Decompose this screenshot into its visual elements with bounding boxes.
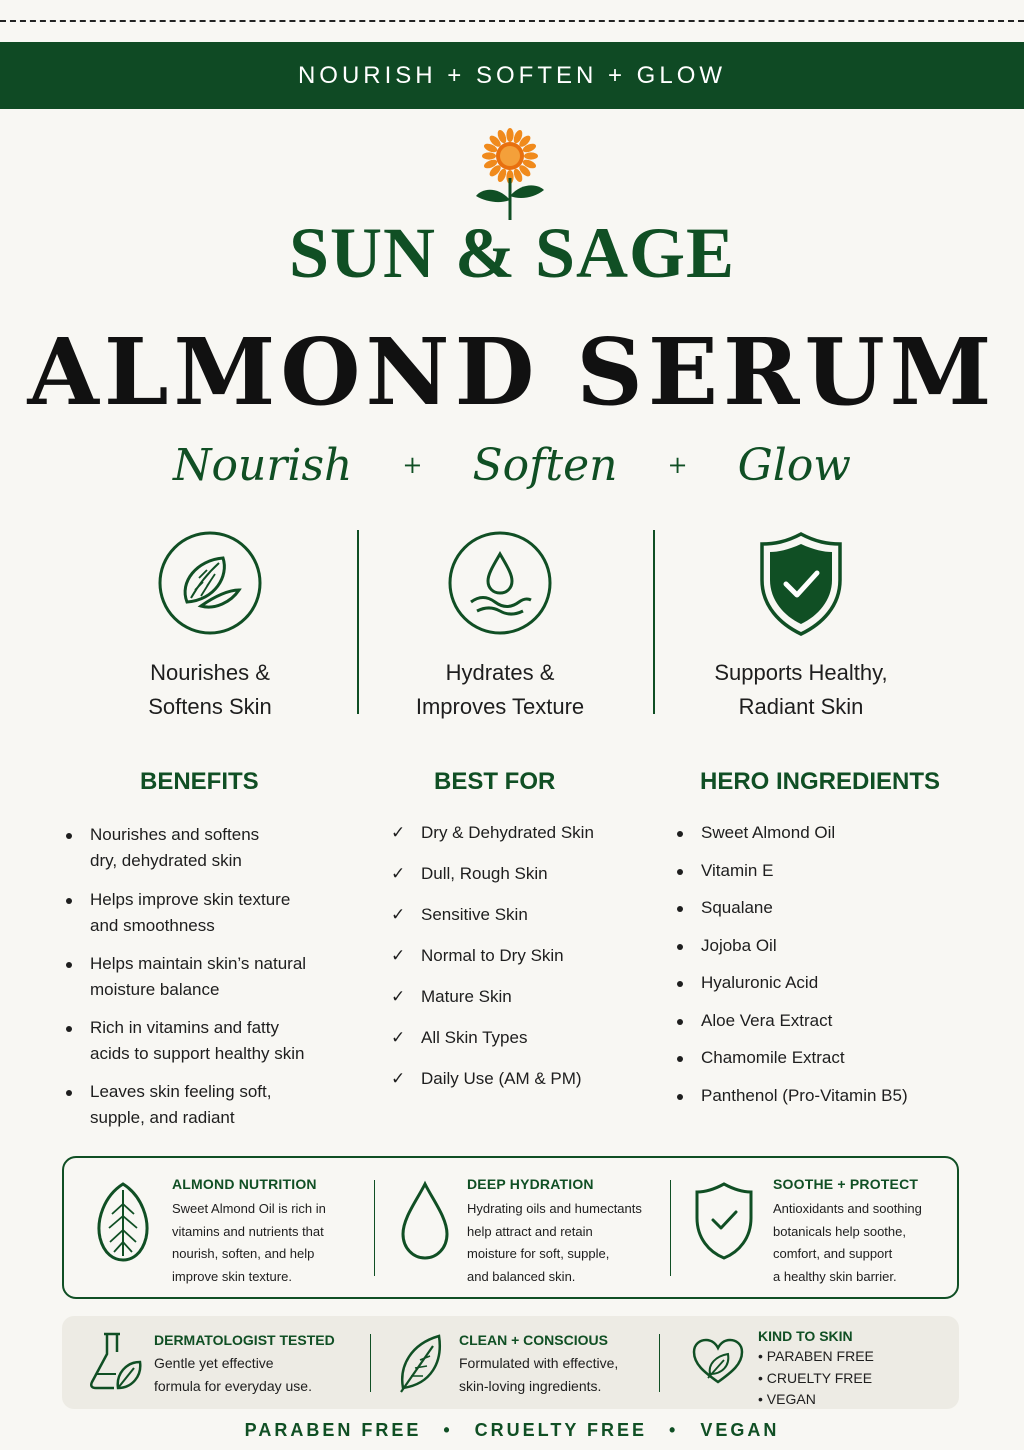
list-item: Chamomile Extract (675, 1045, 975, 1071)
script-plus: + (667, 451, 688, 479)
feature-label-line1: Hydrates & (445, 660, 555, 685)
list-item: Vitamin E (675, 858, 975, 884)
footer-item: CRUELTY FREE (474, 1420, 648, 1440)
feature-label-line2: Improves Texture (415, 694, 585, 719)
ingredients-list (675, 820, 975, 1109)
benefits-list (64, 822, 364, 1131)
feature-label-line2: Radiant Skin (738, 694, 864, 719)
list-item: Panthenol (Pro-Vitamin B5) (675, 1083, 975, 1109)
check-icon: ✓ (391, 946, 406, 965)
info-box (62, 1156, 959, 1299)
script-word-soften: Soften (472, 439, 618, 491)
list-item: ✓ Dry & Dehydrated Skin (391, 820, 651, 846)
list-item: ✓ Normal to Dry Skin (391, 943, 651, 969)
list-item: Sweet Almond Oil (675, 820, 975, 846)
script-word-glow: Glow (737, 439, 851, 491)
strip-clean-conscious (371, 1316, 659, 1409)
bottom-strip (62, 1316, 959, 1409)
check-icon: ✓ (391, 823, 406, 842)
info-deep-hydration (375, 1158, 671, 1297)
check-icon: ✓ (391, 864, 406, 883)
feature-label-line2: Softens Skin (148, 694, 272, 719)
footer-item: PARABEN FREE (244, 1420, 422, 1440)
info-almond-nutrition (64, 1158, 374, 1297)
list-item: Helps maintain skin’s natural moisture balance (64, 951, 364, 1003)
best-for-heading: BEST FOR (434, 768, 556, 795)
ingredients-heading: HERO INGREDIENTS (700, 768, 941, 795)
info-title: SOOTHE + PROTECT (773, 1176, 919, 1192)
water-drop-icon (447, 530, 553, 636)
top-dashed-line (0, 20, 1024, 22)
best-for-list (391, 820, 651, 1092)
info-soothe-protect (671, 1158, 957, 1297)
list-item: Squalane (675, 895, 975, 921)
sunflower-logo-icon (468, 124, 552, 224)
check-icon: ✓ (391, 905, 406, 924)
check-icon: ✓ (391, 1028, 406, 1047)
feature-label-line1: Supports Healthy, (714, 660, 888, 685)
strip-dermatologist (62, 1316, 370, 1409)
list-item: ✓ Sensitive Skin (391, 902, 651, 928)
benefits-heading: BENEFITS (140, 768, 259, 795)
shield-check-icon (693, 1180, 755, 1262)
list-item: ✓ Mature Skin (391, 984, 651, 1010)
script-word-nourish: Nourish (173, 439, 353, 491)
banner-text: NOURISH + SOFTEN + GLOW (297, 61, 727, 89)
info-text: Hydrating oils and humectants help attract and retain moisture for soft, supple, and balanced skin. (467, 1201, 642, 1284)
list-item: Hyaluronic Acid (675, 970, 975, 996)
footer-separator: • (669, 1420, 679, 1440)
shield-check-icon (756, 530, 846, 638)
info-text: Antioxidants and soothing botanicals help soothe, comfort, and support a healthy skin barrier. (773, 1201, 922, 1284)
leaf-icon (397, 1332, 443, 1394)
script-tagline (0, 430, 1024, 500)
strip-title: DERMATOLOGIST TESTED (154, 1332, 335, 1348)
strip-text: Formulated with effective, skin-loving ingredients. (459, 1355, 619, 1394)
feature-nourishes (60, 530, 360, 724)
list-item: ✓ All Skin Types (391, 1025, 651, 1051)
list-item: Aloe Vera Extract (675, 1008, 975, 1034)
strip-title: KIND TO SKIN (758, 1328, 853, 1344)
list-item: Leaves skin feeling soft, supple, and radiant (64, 1079, 364, 1131)
check-icon: ✓ (391, 1069, 406, 1088)
strip-kind-to-skin (660, 1316, 959, 1409)
info-title: DEEP HYDRATION (467, 1176, 594, 1192)
almond-icon (157, 530, 263, 636)
top-banner (0, 42, 1024, 109)
strip-text: • PARABEN FREE • CRUELTY FREE • VEGAN (758, 1348, 874, 1407)
feature-supports (651, 530, 951, 724)
almond-icon (92, 1180, 154, 1264)
feature-label-line1: Nourishes & (150, 660, 270, 685)
heart-leaf-icon (692, 1338, 744, 1386)
footer-claims (0, 1420, 1024, 1441)
list-item: Nourishes and softens dry, dehydrated skin (64, 822, 364, 874)
strip-text: Gentle yet effective formula for everyday use. (154, 1355, 312, 1394)
check-icon: ✓ (391, 987, 406, 1006)
script-plus: + (402, 451, 423, 479)
feature-hydrates (350, 530, 650, 724)
info-title: ALMOND NUTRITION (172, 1176, 317, 1192)
footer-separator: • (443, 1420, 453, 1440)
list-item: ✓ Dull, Rough Skin (391, 861, 651, 887)
list-item: ✓ Daily Use (AM & PM) (391, 1066, 651, 1092)
footer-item: VEGAN (700, 1420, 780, 1440)
strip-title: CLEAN + CONSCIOUS (459, 1332, 608, 1348)
list-item: Rich in vitamins and fatty acids to support healthy skin (64, 1015, 364, 1067)
info-text: Sweet Almond Oil is rich in vitamins and nutrients that nourish, soften, and help improve skin texture. (172, 1201, 326, 1284)
brand-name: SUN & SAGE (288, 213, 736, 293)
flask-leaf-icon (88, 1330, 144, 1392)
list-item: Jojoba Oil (675, 933, 975, 959)
list-item: Helps improve skin texture and smoothness (64, 887, 364, 939)
product-title: ALMOND SERUM (27, 318, 997, 426)
water-drop-icon (399, 1180, 451, 1264)
